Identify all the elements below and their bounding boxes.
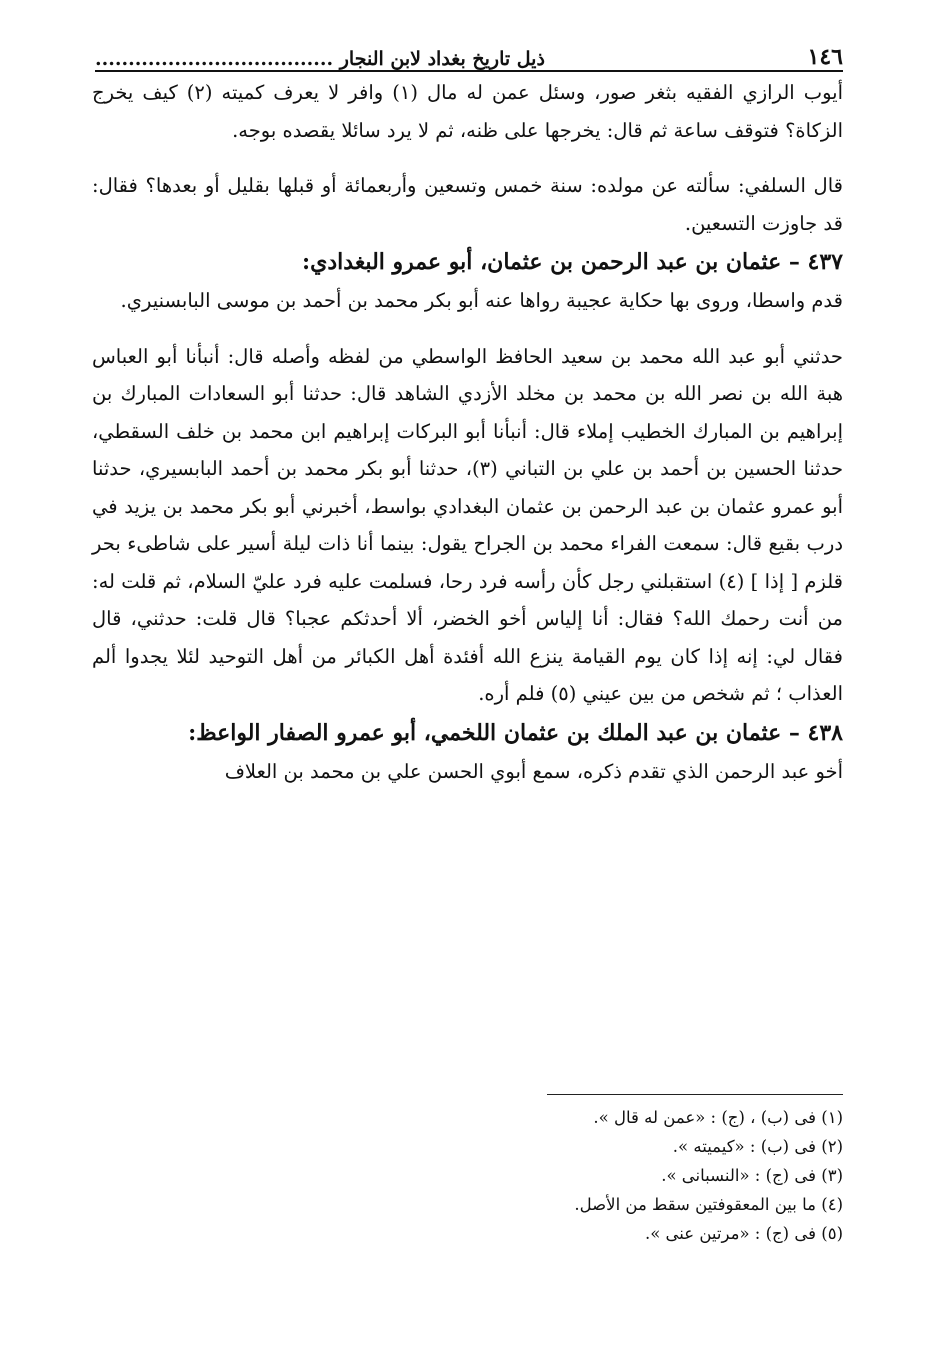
footnote: (٥) فى (ج) : «مرتين عنى ».: [644, 1224, 843, 1243]
footnote: (٤) ما بين المعقوفتين سقط من الأصل.: [574, 1195, 843, 1214]
paragraph-3: قدم واسطا، وروى بها حكاية عجيبة رواها عنه أبو بكر محمد بن أحمد بن موسى البابسنيري.: [120, 289, 843, 312]
running-title: ذيل تاريخ بغداد لابن النجار ....................................: [95, 48, 545, 70]
footnotes: [343, 1103, 843, 1248]
paragraph-5: أخو عبد الرحمن الذي تقدم ذكره، سمع أبوي الحسن علي بن محمد بن العلاف: [224, 759, 843, 783]
footnote: (١) فى (ب) ، (ج) : «عمن له قال ».: [593, 1108, 843, 1127]
page-number: ١٤٦: [807, 44, 843, 70]
footnote: (٣) فى (ج) : «النسبانى ».: [661, 1166, 843, 1185]
footnote: (٢) فى (ب) : «كيميته ».: [672, 1137, 843, 1156]
footnote-separator: [547, 1094, 843, 1095]
paragraph-2: قال السلفي: سألته عن مولده: سنة خمس وتسعين وأربعمائة أو قبلها بقليل أو بعدها؟ فقال: قد جاوزت التسعين.: [92, 174, 843, 235]
running-header: [95, 36, 843, 72]
paragraph-1: أيوب الرازي الفقيه بثغر صور، وسئل عمن له مال (١) وافر لا يعرف كميته (٢) كيف يخرج الزكاة؟ فتوقف ساعة ثم قال: يخرجها على ظنه، ثم لا يرد سائلا يقصده بوجه.: [92, 81, 843, 142]
paragraph-4: حدثني أبو عبد الله محمد بن سعيد الحافظ الواسطي من لفظه وأصله قال: أنبأنا أبو العباس هبة الله بن نصر الله بن محمد بن مخلد الأزدي الشاهد قال: حدثنا أبو السعادات المبارك بن إبراهيم بن المبارك الخطيب إملاء قال: أنبأنا أبو البركات إبراهيم ابن محمد بن خلف السقطي، حدثنا الحسين بن أحمد بن علي بن التباني (٣)، حدثنا أبو بكر محمد بن أحمد البابسيري، حدثنا أبو عمرو عثمان بن عبد الرحمن بن عثمان البغدادي بواسط، أخبرني أبو بكر محمد بن يزيد في درب بقيع قال: سمعت الفراء محمد بن الجراح يقول: بينما أنا ذات ليلة أسير على شاطىء بحر قلزم [ إذا ] (٤) استقبلني رجل كأن رأسه فرد رحا، فسلمت عليه فرد عليّ السلام، ثم قلت له: من أنت رحمك الله؟ فقال: أنا إلياس أخو الخضر، ألا أحدثكم عجبا؟ قال قلت: حدثني، قال فقال لي: إنه إذا كان يوم القيامة ينزع الله أفئدة أهل الكبائر من أهل التوحيد لئلا يجدوا ألم العذاب ؛ ثم شخص من بين عيني (٥) فلم أره.: [92, 344, 844, 705]
entry-heading-438: ٤٣٨ – عثمان بن عبد الملك بن عثمان اللخمي، أبو عمرو الصفار الواعظ:: [188, 719, 843, 746]
main-text: [92, 74, 843, 790]
entry-heading-437: ٤٣٧ – عثمان بن عبد الرحمن بن عثمان، أبو عمرو البغدادي:: [302, 249, 843, 275]
